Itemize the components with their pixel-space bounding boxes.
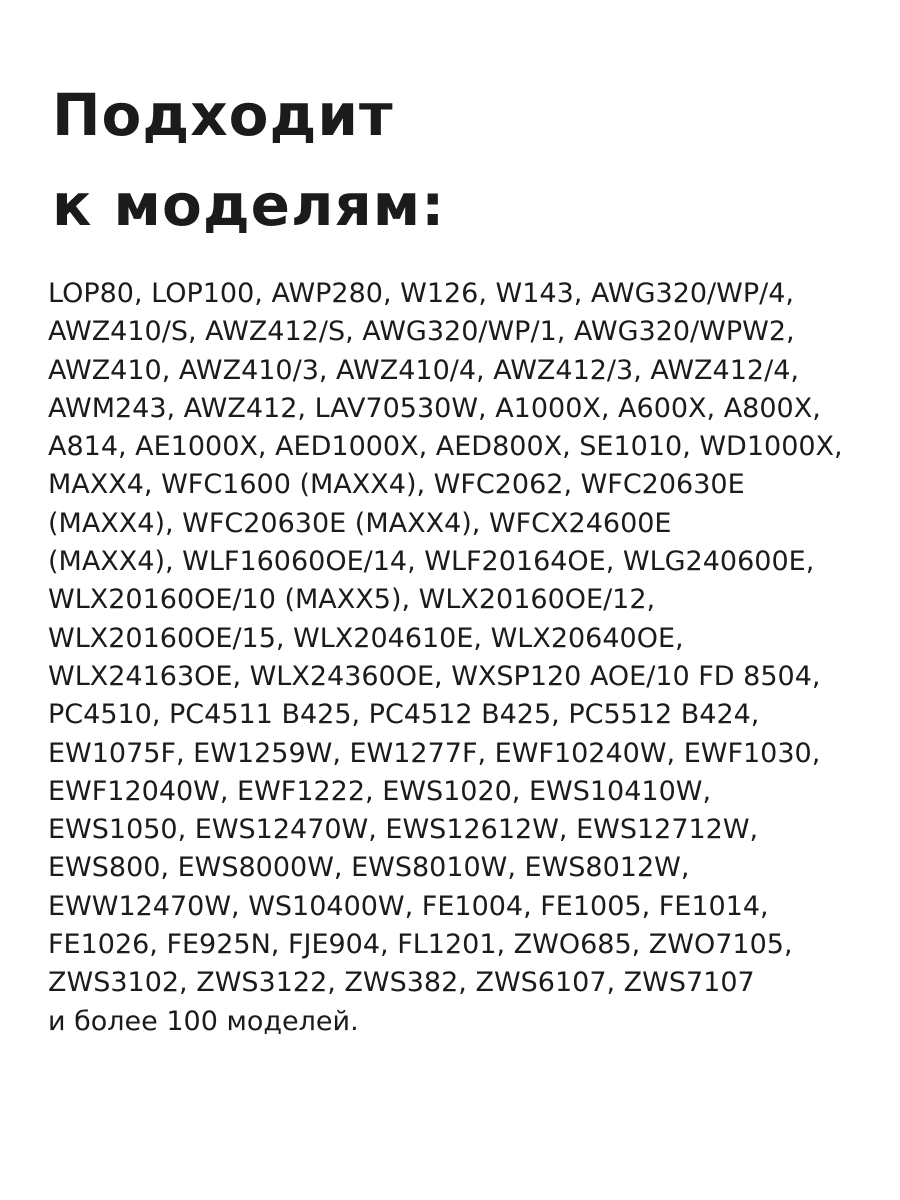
models-line: WLX24163OE, WLX24360OE, WXSP120 AOE/10 FD 8504, [48, 660, 821, 692]
models-line: PC4510, PC4511 B425, PC4512 B425, PC5512 B424, [48, 699, 760, 731]
models-line: WLX20160OE/10 (MAXX5), WLX20160OE/12, [48, 584, 656, 616]
models-line: ZWS3102, ZWS3122, ZWS382, ZWS6107, ZWS7107 [48, 967, 755, 999]
models-line: EWS1050, EWS12470W, EWS12612W, EWS12712W, [48, 814, 759, 846]
models-line: EW1075F, EW1259W, EW1277F, EWF10240W, EWF1030, [48, 737, 821, 769]
models-line: FE1026, FE925N, FJE904, FL1201, ZWO685, ZWO7105, [48, 929, 793, 961]
models-line: AWM243, AWZ412, LAV70530W, A1000X, A600X, A800X, [48, 392, 821, 424]
models-line: EWS800, EWS8000W, EWS8010W, EWS8012W, [48, 852, 690, 884]
more-models-note: и более 100 моделей. [48, 1005, 359, 1037]
models-line: (MAXX4), WLF16060OE/14, WLF20164OE, WLG240600E, [48, 546, 815, 578]
models-line: A814, AE1000X, AED1000X, AED800X, SE1010, WD1000X, [48, 431, 843, 463]
models-line: MAXX4, WFC1600 (MAXX4), WFC2062, WFC20630E [48, 469, 745, 501]
compatible-models-list [48, 275, 888, 1041]
models-line: EWW12470W, WS10400W, FE1004, FE1005, FE1014, [48, 890, 769, 922]
models-line: (MAXX4), WFC20630E (MAXX4), WFCX24600E [48, 507, 672, 539]
page-title [52, 70, 445, 250]
models-line: EWF12040W, EWF1222, EWS1020, EWS10410W, [48, 775, 712, 807]
models-line: AWZ410, AWZ410/3, AWZ410/4, AWZ412/3, AWZ412/4, [48, 354, 799, 386]
models-line: LOP80, LOP100, AWP280, W126, W143, AWG320/WP/4, [48, 278, 794, 309]
models-line: AWZ410/S, AWZ412/S, AWG320/WP/1, AWG320/WPW2, [48, 316, 795, 348]
models-line: WLX20160OE/15, WLX204610E, WLX20640OE, [48, 622, 684, 654]
title-line-2: к моделям: [52, 171, 446, 239]
title-line-1: Подходит [52, 81, 394, 149]
